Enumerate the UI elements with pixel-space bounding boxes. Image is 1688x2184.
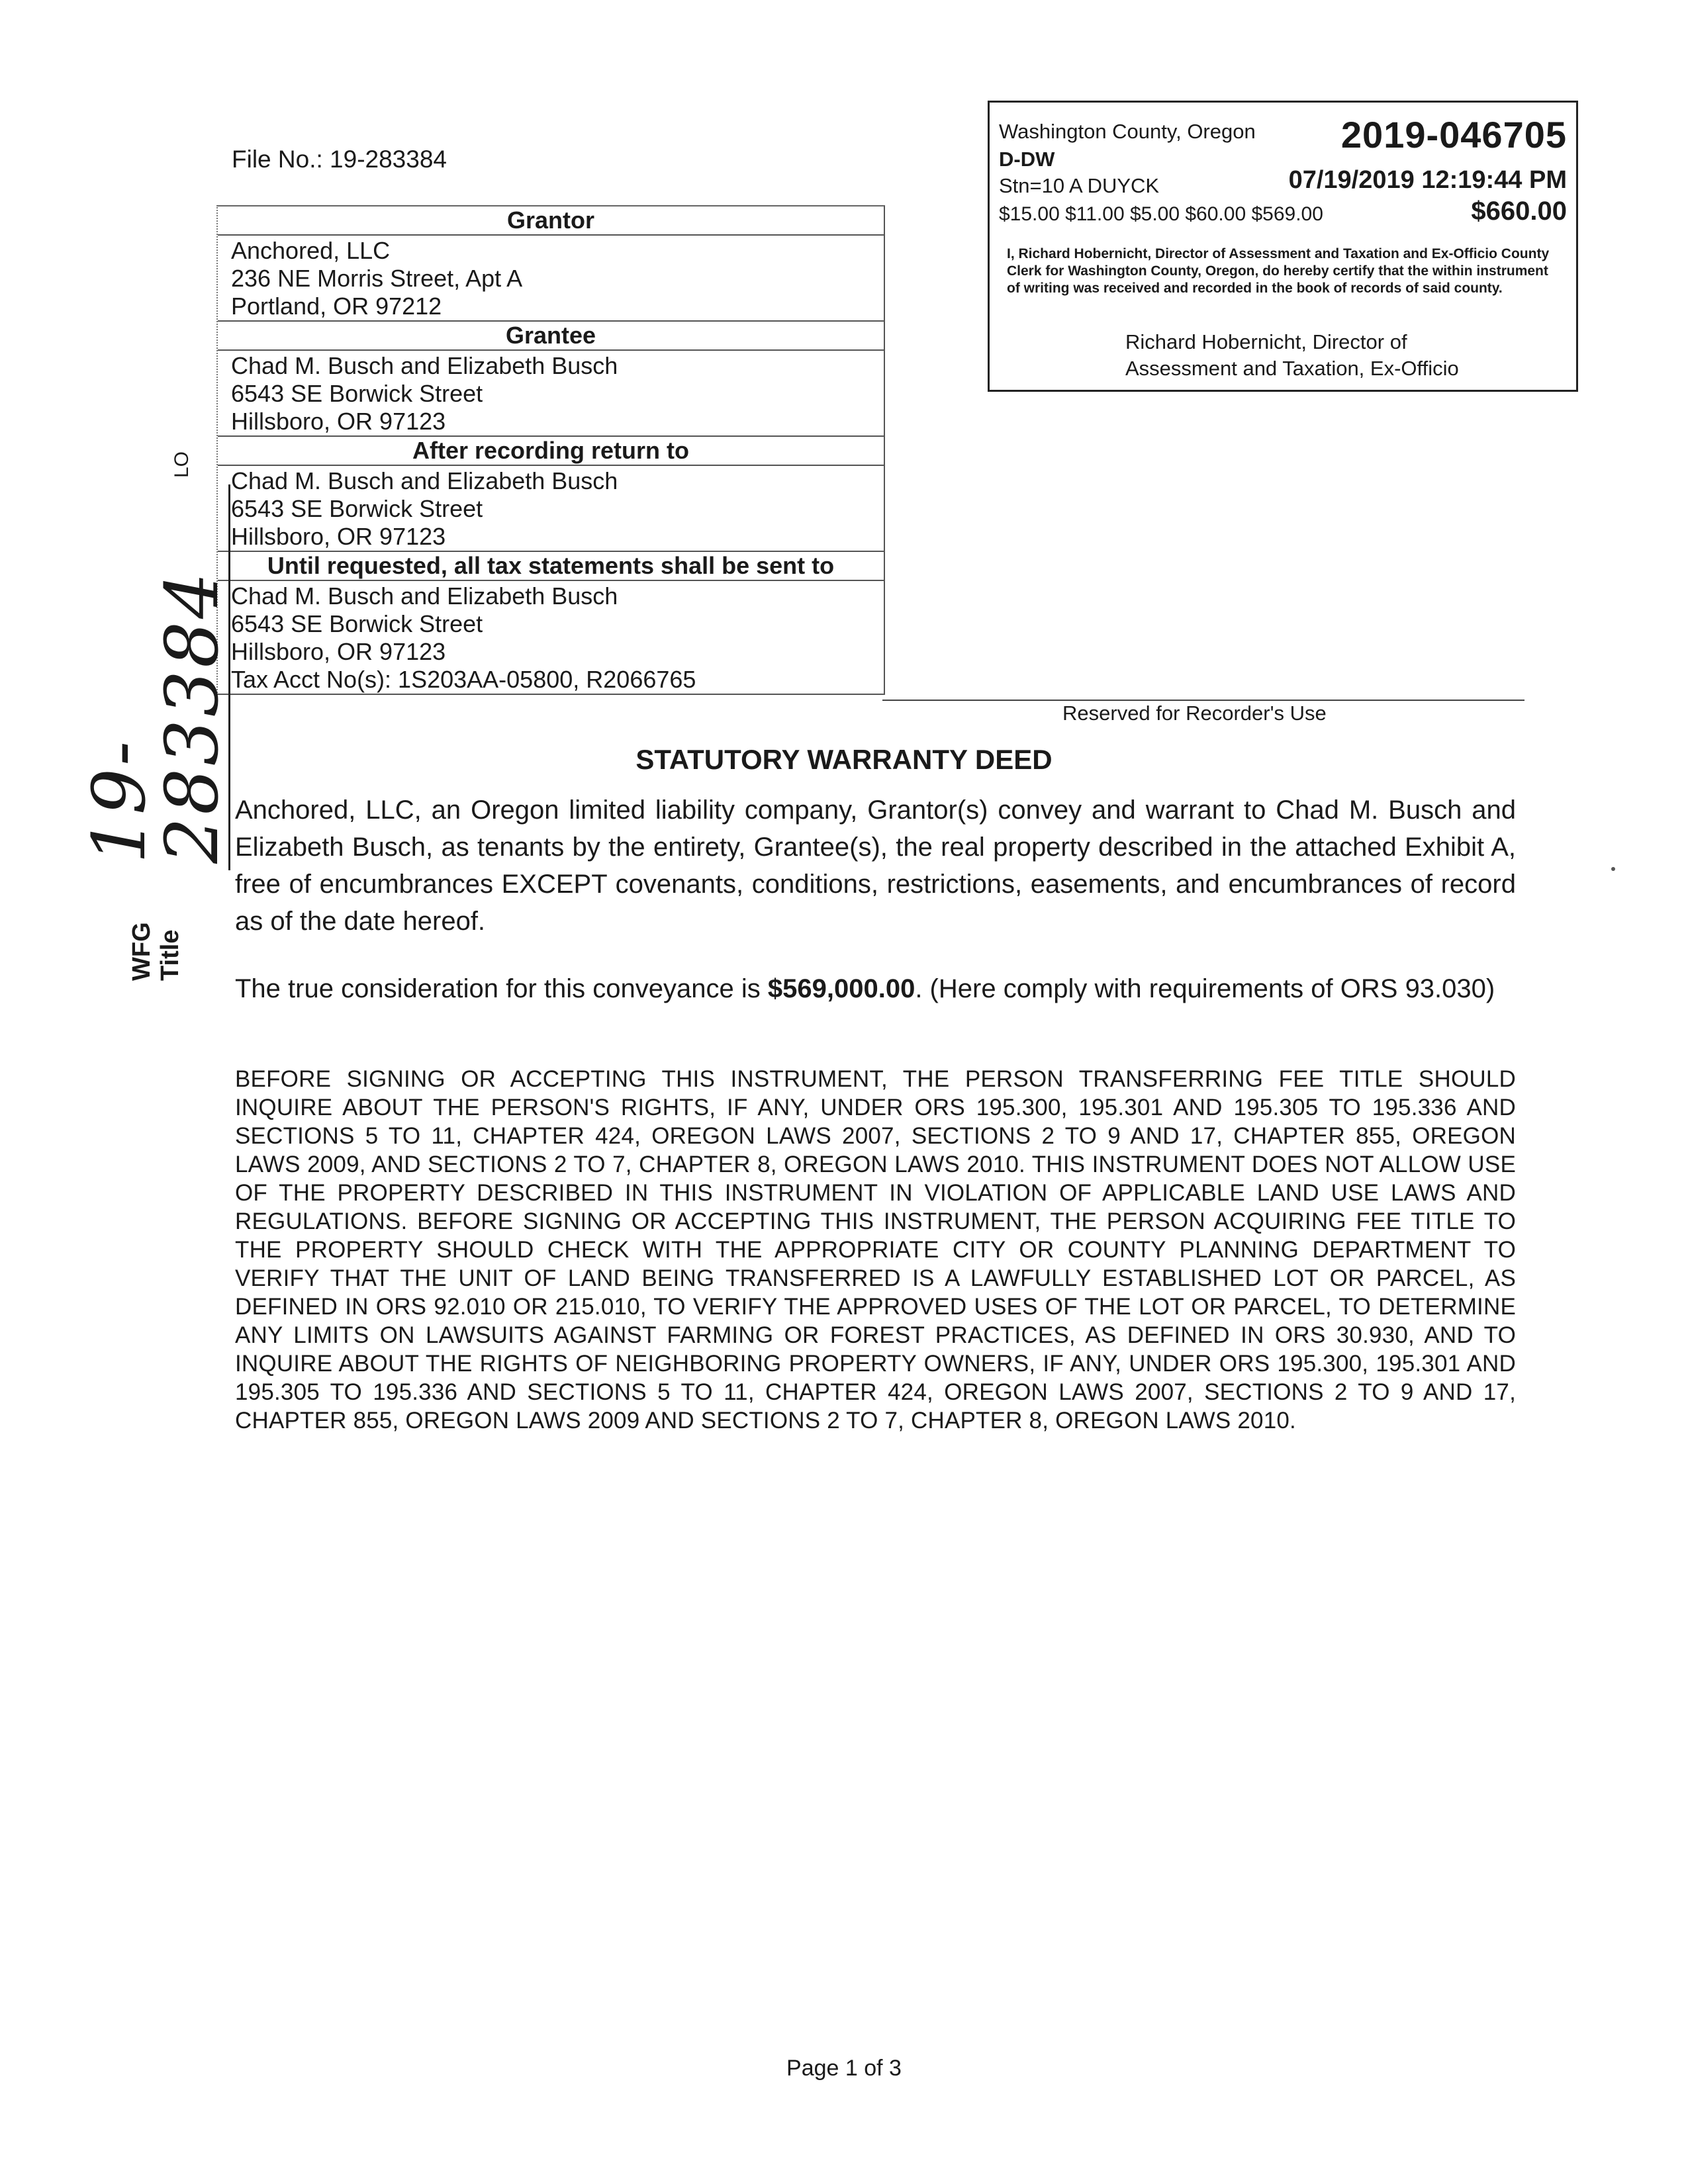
grantee-block	[218, 351, 884, 437]
reserved-for-recorder-label: Reserved for Recorder's Use	[1062, 702, 1327, 725]
return-to-block	[218, 466, 884, 552]
grantee-heading: Grantee	[218, 322, 884, 351]
return-to-heading: After recording return to	[218, 437, 884, 466]
party-table	[216, 205, 885, 695]
recorder-stamp-box	[988, 101, 1578, 392]
statutory-notice: BEFORE SIGNING OR ACCEPTING THIS INSTRUMENT, THE PERSON TRANSFERRING FEE TITLE SHOULD INQUIRE ABOUT THE PERSON'S RIGHTS, IF ANY, UNDER ORS 195.300, 195.301 AND 195.305 TO 195.336 AND SECTIONS 5 TO 11, CHAPTER 424, OREGON LAWS 2007, SECTIONS 2 TO 9 AND 17, CHAPTER 855, OREGON LAWS 2009, AND SECTIONS 2 TO 7, CHAPTER 8, OREGON LAWS 2010. THIS INSTRUMENT DOES NOT ALLOW USE OF THE PROPERTY DESCRIBED IN THIS INSTRUMENT IN VIOLATION OF APPLICABLE LAND USE LAWS AND REGULATIONS. BEFORE SIGNING OR ACCEPTING THIS INSTRUMENT, THE PERSON ACQUIRING FEE TITLE TO THE PROPERTY SHOULD CHECK WITH THE APPROPRIATE CITY OR COUNTY PLANNING DEPARTMENT TO VERIFY THAT THE UNIT OF LAND BEING TRANSFERRED IS A LAWFULLY ESTABLISHED LOT OR PARCEL, AS DEFINED IN ORS 92.010 OR 215.010, TO VERIFY THE APPROVED USES OF THE LOT OR PARCEL, TO DETERMINE ANY LIMITS ON LAWSUITS AGAINST FARMING OR FOREST PRACTICES, AS DEFINED IN ORS 30.930, AND TO INQUIRE ABOUT THE RIGHTS OF NEIGHBORING PROPERTY OWNERS, IF ANY, UNDER ORS 195.300, 195.301 AND 195.305 TO 195.336 AND SECTIONS 5 TO 11, CHAPTER 424, OREGON LAWS 2007, SECTIONS 2 TO 9 AND 17, CHAPTER 855, OREGON LAWS 2009 AND SECTIONS 2 TO 7, CHAPTER 8, OREGON LAWS 2010.	[235, 1066, 1516, 1433]
return-to-street: 6543 SE Borwick Street	[231, 495, 483, 522]
file-number: File No.: 19-283384	[232, 146, 447, 173]
grantor-street: 236 NE Morris Street, Apt A	[231, 265, 523, 292]
consideration-paragraph	[235, 970, 1516, 1007]
recorder-signature-line-2: Assessment and Taxation, Ex-Officio	[1125, 357, 1459, 380]
conveyance-paragraph: Anchored, LLC, an Oregon limited liability company, Grantor(s) convey and warrant to Chad M. Busch and Elizabeth Busch, as tenants by the entirety, Grantee(s), the real property described in the attached Exhibit A, free of encumbrances EXCEPT covenants, conditions, restrictions, easements, and encumbrances of record as of the date hereof.	[235, 796, 1516, 936]
tax-statements-block	[218, 581, 884, 695]
stray-mark	[1611, 867, 1615, 871]
margin-title-label: WFG Title	[128, 922, 184, 981]
recorder-total-fee: $660.00	[1471, 197, 1567, 226]
grantee-street: 6543 SE Borwick Street	[231, 380, 483, 407]
grantor-city: Portland, OR 97212	[231, 293, 442, 320]
recorder-datetime: 07/19/2019 12:19:44 PM	[1288, 166, 1567, 194]
tax-recipient-name: Chad M. Busch and Elizabeth Busch	[231, 582, 618, 610]
return-to-city: Hillsboro, OR 97123	[231, 523, 446, 550]
tax-recipient-city: Hillsboro, OR 97123	[231, 638, 446, 665]
grantor-block	[218, 236, 884, 322]
return-to-name: Chad M. Busch and Elizabeth Busch	[231, 467, 618, 494]
tax-statements-heading: Until requested, all tax statements shall be sent to	[218, 552, 884, 581]
recorder-county: Washington County, Oregon	[999, 120, 1256, 143]
grantor-name: Anchored, LLC	[231, 237, 391, 264]
recorder-fees: $15.00 $11.00 $5.00 $60.00 $569.00	[999, 203, 1323, 225]
consideration-prefix: The true consideration for this conveyance is	[235, 974, 768, 1003]
recorder-document-number: 2019-046705	[1340, 114, 1567, 156]
tax-account-numbers: Tax Acct No(s): 1S203AA-05800, R2066765	[231, 666, 696, 693]
recorder-signature-line-1: Richard Hobernicht, Director of	[1125, 330, 1407, 353]
reserved-divider	[882, 700, 1524, 701]
margin-annotation	[76, 451, 234, 981]
consideration-amount: $569,000.00	[767, 974, 915, 1003]
deed-title: STATUTORY WARRANTY DEED	[635, 744, 1053, 775]
recorder-station: Stn=10 A DUYCK	[999, 174, 1160, 197]
grantee-city: Hillsboro, OR 97123	[231, 408, 446, 435]
margin-initials: LO	[171, 451, 193, 478]
recorder-certification: I, Richard Hobernicht, Director of Assessment and Taxation and Ex-Officio County Clerk for Washington County, Oregon, do hereby certify that the within instrument of writing was received and recorded in the book of records of said county.	[1007, 246, 1550, 296]
handwritten-file-number: 19-283384	[83, 484, 230, 870]
tax-recipient-street: 6543 SE Borwick Street	[231, 610, 483, 637]
grantor-heading: Grantor	[218, 206, 884, 236]
grantee-name: Chad M. Busch and Elizabeth Busch	[231, 352, 618, 379]
recorder-document-code: D-DW	[999, 148, 1055, 171]
page-number: Page 1 of 3	[786, 2056, 902, 2081]
consideration-suffix: . (Here comply with requirements of ORS 93.030)	[915, 974, 1495, 1003]
